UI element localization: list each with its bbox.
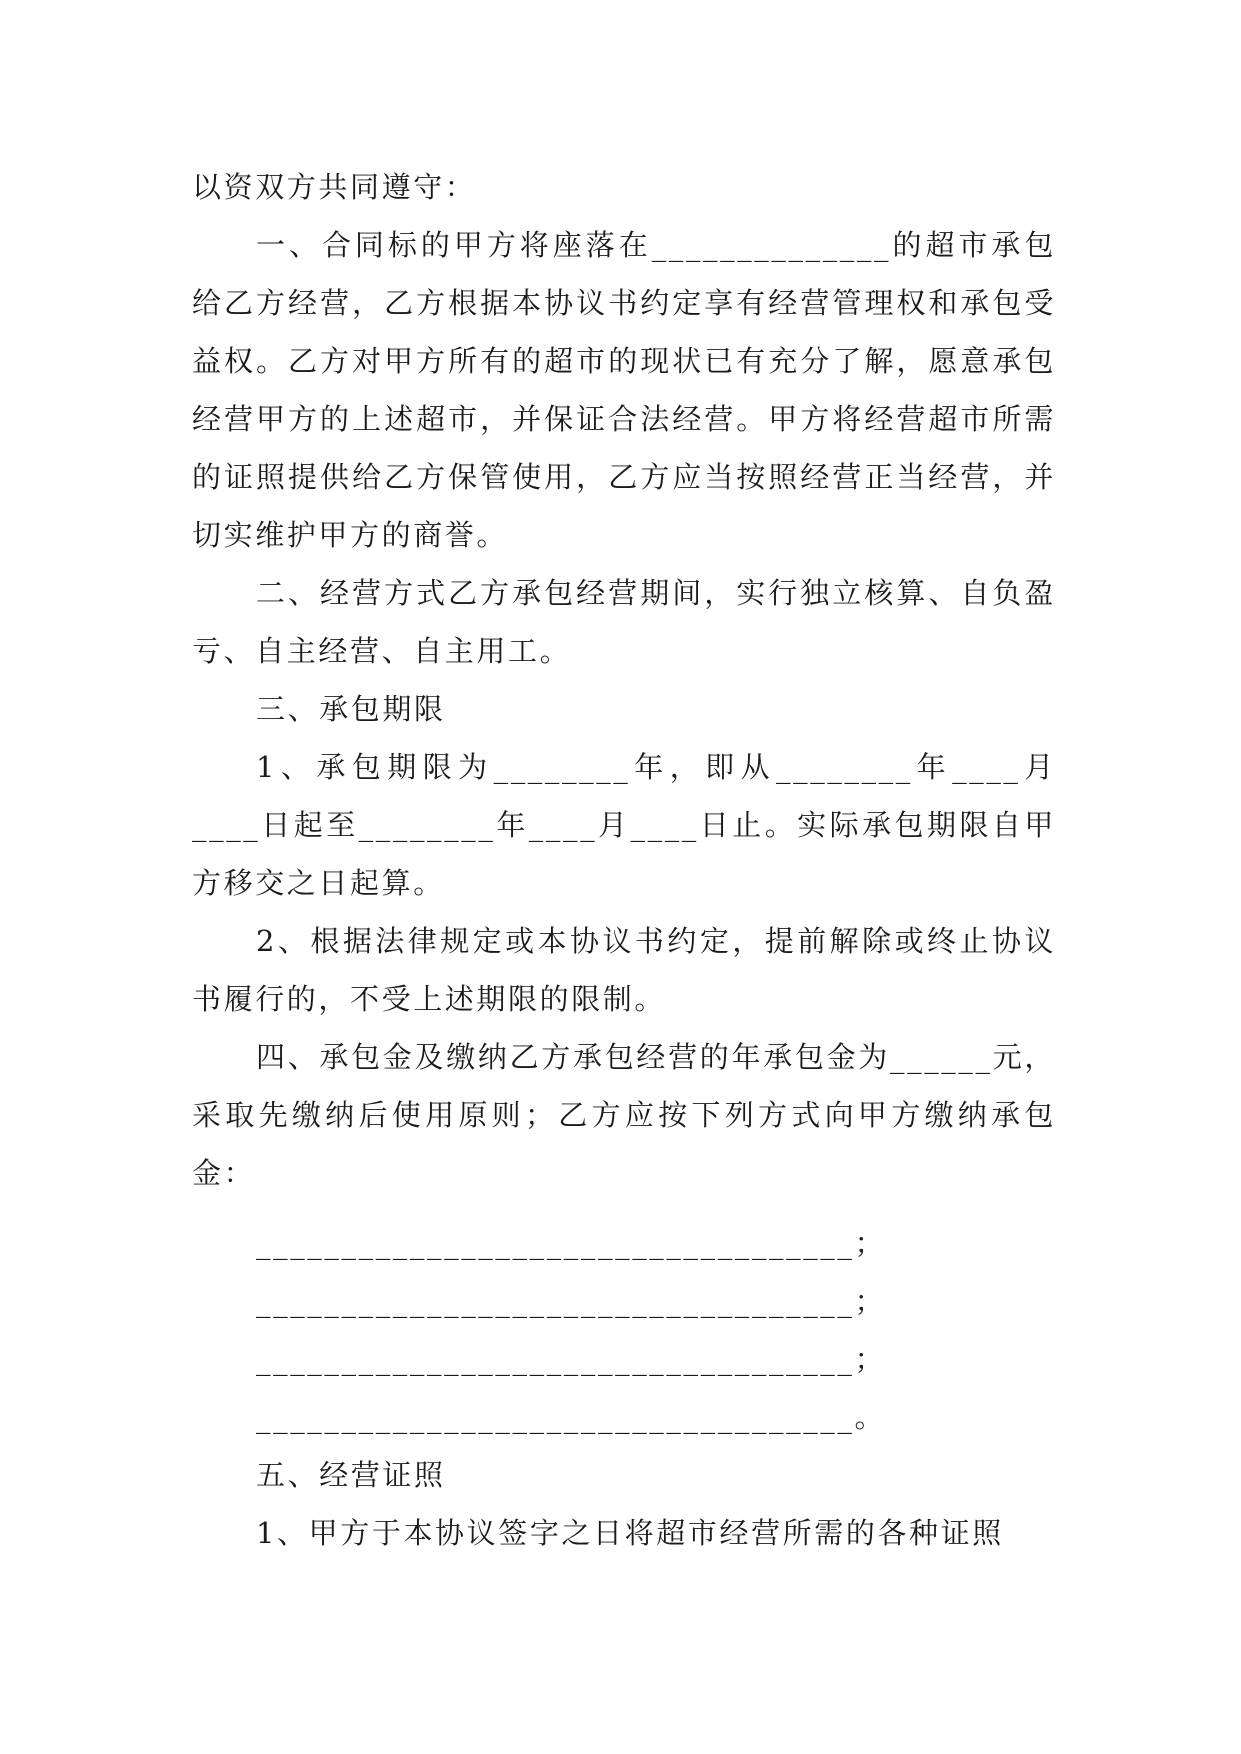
paragraph-intro: 以资双方共同遵守：	[192, 170, 477, 204]
payment-blank-line-1: ___________________________________；	[256, 1226, 887, 1260]
paragraph-license-handover: 1、甲方于本协议签字之日将超市经营所需的各种证照	[256, 1516, 1004, 1550]
paragraph-contract-subject: 一、合同标的甲方将座落在______________的超市承包给乙方经营，乙方根据本协议书约定享有经营管理权和承包受益权。乙方对甲方所有的超市的现状已有充分了解，愿意承包经营甲方的上述超市，并保证合法经营。甲方将经营超市所需的证照提供给乙方保管使用，乙方应当按照经营正当经营，并切实维护甲方的商誉。	[192, 228, 1056, 552]
payment-blank-line-3: ___________________________________；	[256, 1342, 887, 1376]
heading-business-license: 五、经营证照	[256, 1458, 446, 1492]
spacer	[192, 1202, 1056, 1214]
heading-contract-term: 三、承包期限	[256, 692, 446, 726]
payment-blank-line-4: ___________________________________。	[256, 1400, 887, 1434]
paragraph-term-period: 1、承包期限为________年，即从________年____月____日起至________年____月____日止。实际承包期限自甲方移交之日起算。	[192, 750, 1056, 900]
document-body	[192, 158, 1056, 1562]
paragraph-contract-fee: 四、承包金及缴纳乙方承包经营的年承包金为______元，采取先缴纳后使用原则；乙方应按下列方式向甲方缴纳承包金：	[192, 1040, 1056, 1190]
paragraph-term-exception: 2、根据法律规定或本协议书约定，提前解除或终止协议书履行的，不受上述期限的限制。	[192, 924, 1056, 1016]
paragraph-operation-mode: 二、经营方式乙方承包经营期间，实行独立核算、自负盈亏、自主经营、自主用工。	[192, 576, 1056, 668]
payment-blank-line-2: ___________________________________；	[256, 1284, 887, 1318]
